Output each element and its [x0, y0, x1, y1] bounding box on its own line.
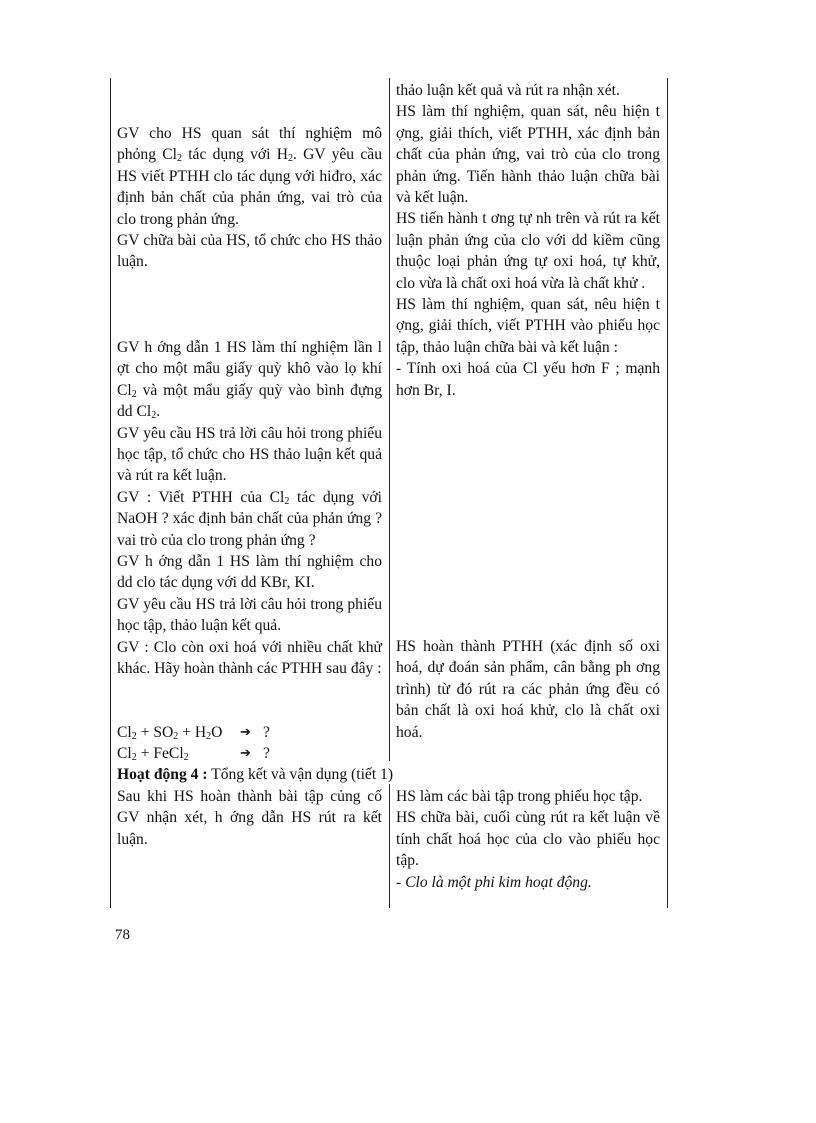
left-text-3: GV h ớng dẫn 1 HS làm thí nghiệm lần l ợt cho một mẩu giấy quỳ khô vào lọ khí $Cl_2$ và một mẩu giấy quỳ vào bình đựng dd $Cl_2$. — [117, 339, 382, 422]
right-text-4: HS làm thí nghiệm, quan sát, nêu hiện t ợng, giải thích, viết PTHH vào phiếu học tập, thảo luận chữa bài và kết luận : — [396, 296, 660, 356]
left-text-5: GV : Viết PTHH của $Cl_2$ tác dụng với NaOH ? xác định bản chất của phản ứng ? vai trò của clo trong phản ứng ? — [117, 488, 383, 549]
right-column-middle — [396, 636, 660, 743]
left-text-6: GV h ớng dẫn 1 HS làm thí nghiệm cho dd clo tác dụng với dd KBr, KI. — [117, 553, 382, 592]
right-text-1: thảo luận kết quả và rút ra nhận xét. — [396, 82, 620, 99]
activity-heading-bold: Hoạt động 4 : — [117, 766, 208, 783]
left-column-bottom — [117, 786, 382, 850]
table-middle-divider-top — [389, 78, 390, 761]
right-column-bottom — [396, 786, 660, 908]
right-column-top — [396, 80, 660, 401]
page-number: 78 — [115, 927, 130, 943]
left-text-2: GV chữa bài của HS, tổ chức cho HS thảo luận. — [117, 232, 382, 271]
left-column-top — [117, 123, 382, 273]
left-text-7: GV yêu cầu HS trả lời câu hỏi trong phiếu học tập, thảo luận kết quả. — [117, 595, 382, 635]
table-right-border — [667, 78, 668, 908]
left-column-middle — [117, 337, 382, 680]
equation-1: $Cl_2 + SO_2 + H_2O$ — [117, 724, 223, 742]
right-bottom-text-3: - Clo là một phi kim hoạt động. — [396, 873, 592, 891]
right-text-3: HS tiến hành t ơng tự nh trên và rút ra kết luận phản ứng của clo với dd kiềm cũng thuộc loại phản ứng tự oxi hoá, tự khử, clo vừa là chất oxi hoá vừa là chất khử . — [396, 210, 660, 292]
right-text-5: - Tính oxi hoá của Cl yếu hơn F ; mạnh hơn Br, I. — [396, 360, 660, 399]
left-bottom-text-1: Sau khi HS hoàn thành bài tập củng cố GV nhận xét, h ớng dẫn HS rút ra kết luận. — [117, 788, 382, 848]
left-text-8: GV : Clo còn oxi hoá với nhiều chất khử khác. Hãy hoàn thành các PTHH sau đây : — [117, 638, 382, 678]
equation-2-arrow: ➔ — [240, 745, 251, 760]
right-bottom-text-1: HS làm các bài tập trong phiếu học tập. — [396, 788, 643, 805]
activity-heading — [117, 764, 393, 785]
right-bottom-text-2: HS chữa bài, cuối cùng rút ra kết luận về tính chất hoá học của clo vào phiếu học tập. — [396, 809, 660, 870]
table-left-border — [110, 78, 111, 908]
equation-2: $Cl_2$ + FeCl$_2$ — [117, 745, 189, 763]
equation-2-product: ? — [263, 745, 270, 762]
left-text-1: GV cho HS quan sát thí nghiệm mô phỏng $Cl_2$ tác dụng với $H_2$. GV yêu cầu HS viết PTHH clo tác dụng với hiđro, xác định bản chất của phản ứng, vai trò của clo trong phản ứng. — [117, 125, 382, 228]
right-text-6: HS hoàn thành PTHH (xác định số oxi hoá, dự đoán sản phẩm, cân bằng ph ơng trình) từ đó rút ra các phản ứng đều có bản chất là oxi hoá khử, clo là chất oxi hoá. — [396, 638, 660, 741]
activity-heading-rest: Tổng kết và vận dụng (tiết 1) — [207, 766, 394, 783]
equation-1-product: ? — [263, 724, 270, 741]
right-text-2: HS làm thí nghiệm, quan sát, nêu hiện t ợng, giải thích, viết PTHH, xác định bản chất của phản ứng, vai trò của clo trong phản ứng. Tiến hành thảo luận chữa bài và kết luận. — [396, 103, 660, 207]
left-text-4: GV yêu cầu HS trả lời câu hỏi trong phiếu học tập, tổ chức cho HS thảo luận kết quả và rút ra kết luận. — [117, 424, 382, 485]
table-middle-divider-bottom — [389, 784, 390, 908]
equation-1-arrow: ➔ — [240, 724, 251, 739]
